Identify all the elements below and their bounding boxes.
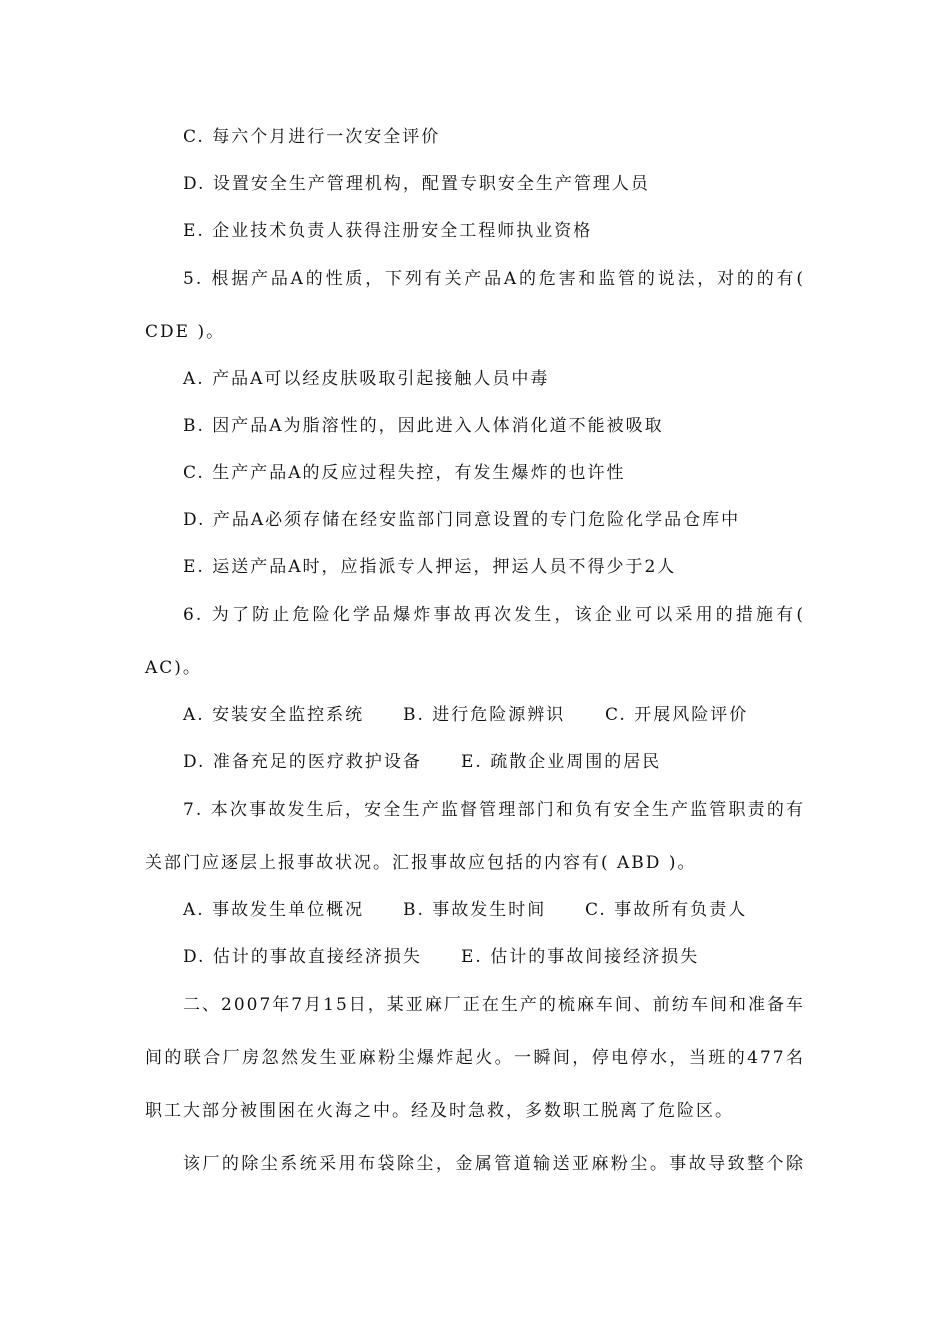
q7-option-c: C. 事故所有负责人 <box>585 900 748 920</box>
q7-options-row-2 <box>183 945 699 969</box>
case-two-paragraph-line-3: 职工大部分被围困在火海之中。经及时急救，多数职工脱离了危险区。 <box>145 1101 734 1121</box>
q5-option-c: C. 生产产品A的反应过程失控，有发生爆炸的也许性 <box>183 463 626 483</box>
question-5: 5. 根据产品A的性质，下列有关产品A的危害和监管的说法，对的的有( <box>183 269 805 289</box>
q5-option-b: B. 因产品A为脂溶性的，因此进入人体消化道不能被吸取 <box>183 416 664 436</box>
q6-option-d: D. 准备充足的医疗救护设备 <box>183 752 422 772</box>
q7-option-a: A. 事故发生单位概况 <box>183 900 365 920</box>
q7-option-b: B. 事故发生时间 <box>403 900 547 920</box>
option-d-safety-management: D. 设置安全生产管理机构，配置专职安全生产管理人员 <box>183 174 650 194</box>
q7-option-e: E. 估计的事故间接经济损失 <box>461 947 700 967</box>
q6-options-row-1 <box>183 703 748 727</box>
q6-option-b: B. 进行危险源辨识 <box>403 705 566 725</box>
q5-option-d: D. 产品A必须存储在经安监部门同意设置的专门危险化学品仓库中 <box>183 510 741 530</box>
question-7: 7. 本次事故发生后，安全生产监督管理部门和负有安全生产监管职责的有 <box>183 800 805 820</box>
q7-options-row-1 <box>183 898 747 922</box>
q6-option-a: A. 安装安全监控系统 <box>183 705 365 725</box>
q7-option-d: D. 估计的事故直接经济损失 <box>183 947 422 967</box>
q6-options-row-2 <box>183 750 661 774</box>
case-two-paragraph-line-2: 间的联合厂房忽然发生亚麻粉尘爆炸起火。一瞬间，停电停水，当班的477名 <box>145 1048 805 1068</box>
q5-option-a: A. 产品A可以经皮肤吸取引起接触人员中毒 <box>183 369 550 389</box>
option-c-safety-evaluation: C. 每六个月进行一次安全评价 <box>183 127 441 147</box>
question-6-answer: AC)。 <box>145 658 202 678</box>
q6-option-e: E. 疏散企业周围的居民 <box>461 752 662 772</box>
case-two-paragraph-line-1: 二、2007年7月15日，某亚麻厂正在生产的梳麻车间、前纺车间和准备车 <box>183 995 805 1015</box>
question-7-continued: 关部门应逐层上报事故状况。汇报事故应包括的内容有( ABD )。 <box>145 853 697 873</box>
q5-option-e: E. 运送产品A时，应指派专人押运，押运人员不得少于2人 <box>183 557 677 577</box>
q6-option-c: C. 开展风险评价 <box>605 705 749 725</box>
question-6: 6. 为了防止危险化学品爆炸事故再次发生，该企业可以采用的措施有( <box>183 605 805 625</box>
question-5-answer: CDE )。 <box>145 322 226 342</box>
option-e-technical-lead: E. 企业技术负责人获得注册安全工程师执业资格 <box>183 221 593 241</box>
dust-removal-paragraph: 该厂的除尘系统采用布袋除尘，金属管道输送亚麻粉尘。事故导致整个除 <box>183 1154 805 1174</box>
